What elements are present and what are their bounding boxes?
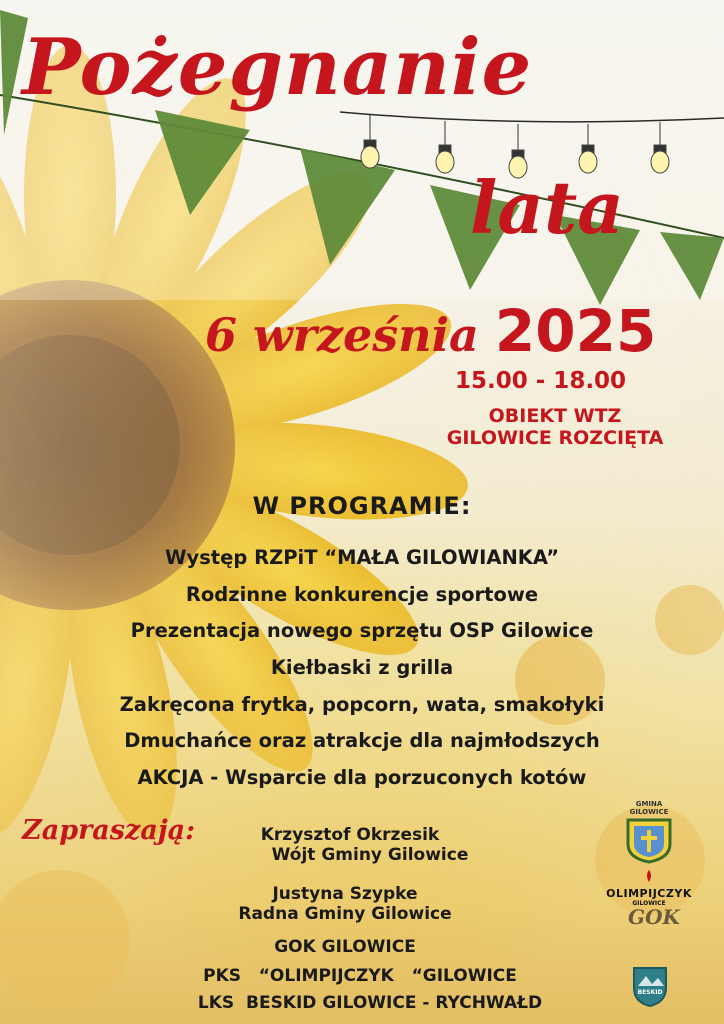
program-item: Prezentacja nowego sprzętu OSP Gilowice xyxy=(130,619,594,643)
program-item: Występ RZPiT “MAŁA GILOWIANKA” xyxy=(164,546,560,569)
venue-line-2: GILOWICE ROZCIĘTA xyxy=(446,427,664,449)
olimpijczyk-logo xyxy=(604,868,694,907)
olimpijczyk-logo-text: OLIMPIJCZYK xyxy=(606,887,692,900)
program-item: Kiełbaski z grilla xyxy=(270,656,454,680)
venue-line-1: OBIEKT WTZ xyxy=(488,405,622,427)
title-line-1: Pożegnanie xyxy=(22,22,533,113)
gok-logo xyxy=(628,905,680,929)
gok-logo-mark: GOK xyxy=(628,905,680,929)
event-date xyxy=(205,297,656,365)
organizer-lks: LKS BESKID GILOWICE - RYCHWAŁD xyxy=(197,993,543,1013)
event-date-day-month: 6 września xyxy=(205,308,479,362)
program-list xyxy=(0,540,724,797)
organizer-name: Justyna Szypke xyxy=(272,884,418,904)
gmina-logo-text-2: GILOWICE xyxy=(629,808,669,816)
event-time: 15.00 - 18.00 xyxy=(455,368,627,394)
coat-of-arms-icon xyxy=(614,816,684,864)
event-venue xyxy=(420,405,690,449)
gmina-logo-text: GMINA xyxy=(635,800,663,808)
organizer-role: Wójt Gminy Gilowice xyxy=(271,845,469,865)
program-item: Rodzinne konkurencje sportowe xyxy=(185,582,539,606)
organizer-pks: PKS “OLIMPIJCZYK “GILOWICE xyxy=(203,966,517,986)
program-item: Zakręcona frytka, popcorn, wata, smakołyki xyxy=(119,692,605,716)
program-item: Dmuchańce oraz atrakcje dla najmłodszych xyxy=(124,729,600,753)
organizer-wojt xyxy=(200,825,500,865)
program-item: AKCJA - Wsparcie dla porzuconych kotów xyxy=(137,766,587,790)
olimpijczyk-logo-subtext: GILOWICE xyxy=(632,900,666,907)
organizer-role: Radna Gminy Gilowice xyxy=(238,904,452,924)
beskid-logo-text: BESKID xyxy=(637,989,663,996)
invite-label: Zapraszają: xyxy=(22,815,196,846)
title-line-2: lata xyxy=(470,165,624,250)
organizer-radna xyxy=(205,884,485,924)
program-heading: W PROGRAMIE: xyxy=(252,492,472,520)
gmina-gilowice-logo xyxy=(614,800,684,868)
torch-icon xyxy=(604,869,694,883)
organizer-name: Krzysztof Okrzesik xyxy=(260,825,440,845)
beskid-logo xyxy=(628,964,672,1008)
organizer-gok: GOK GILOWICE xyxy=(274,937,416,957)
beskid-badge-icon xyxy=(628,964,672,1008)
event-date-year: 2025 xyxy=(494,297,657,365)
